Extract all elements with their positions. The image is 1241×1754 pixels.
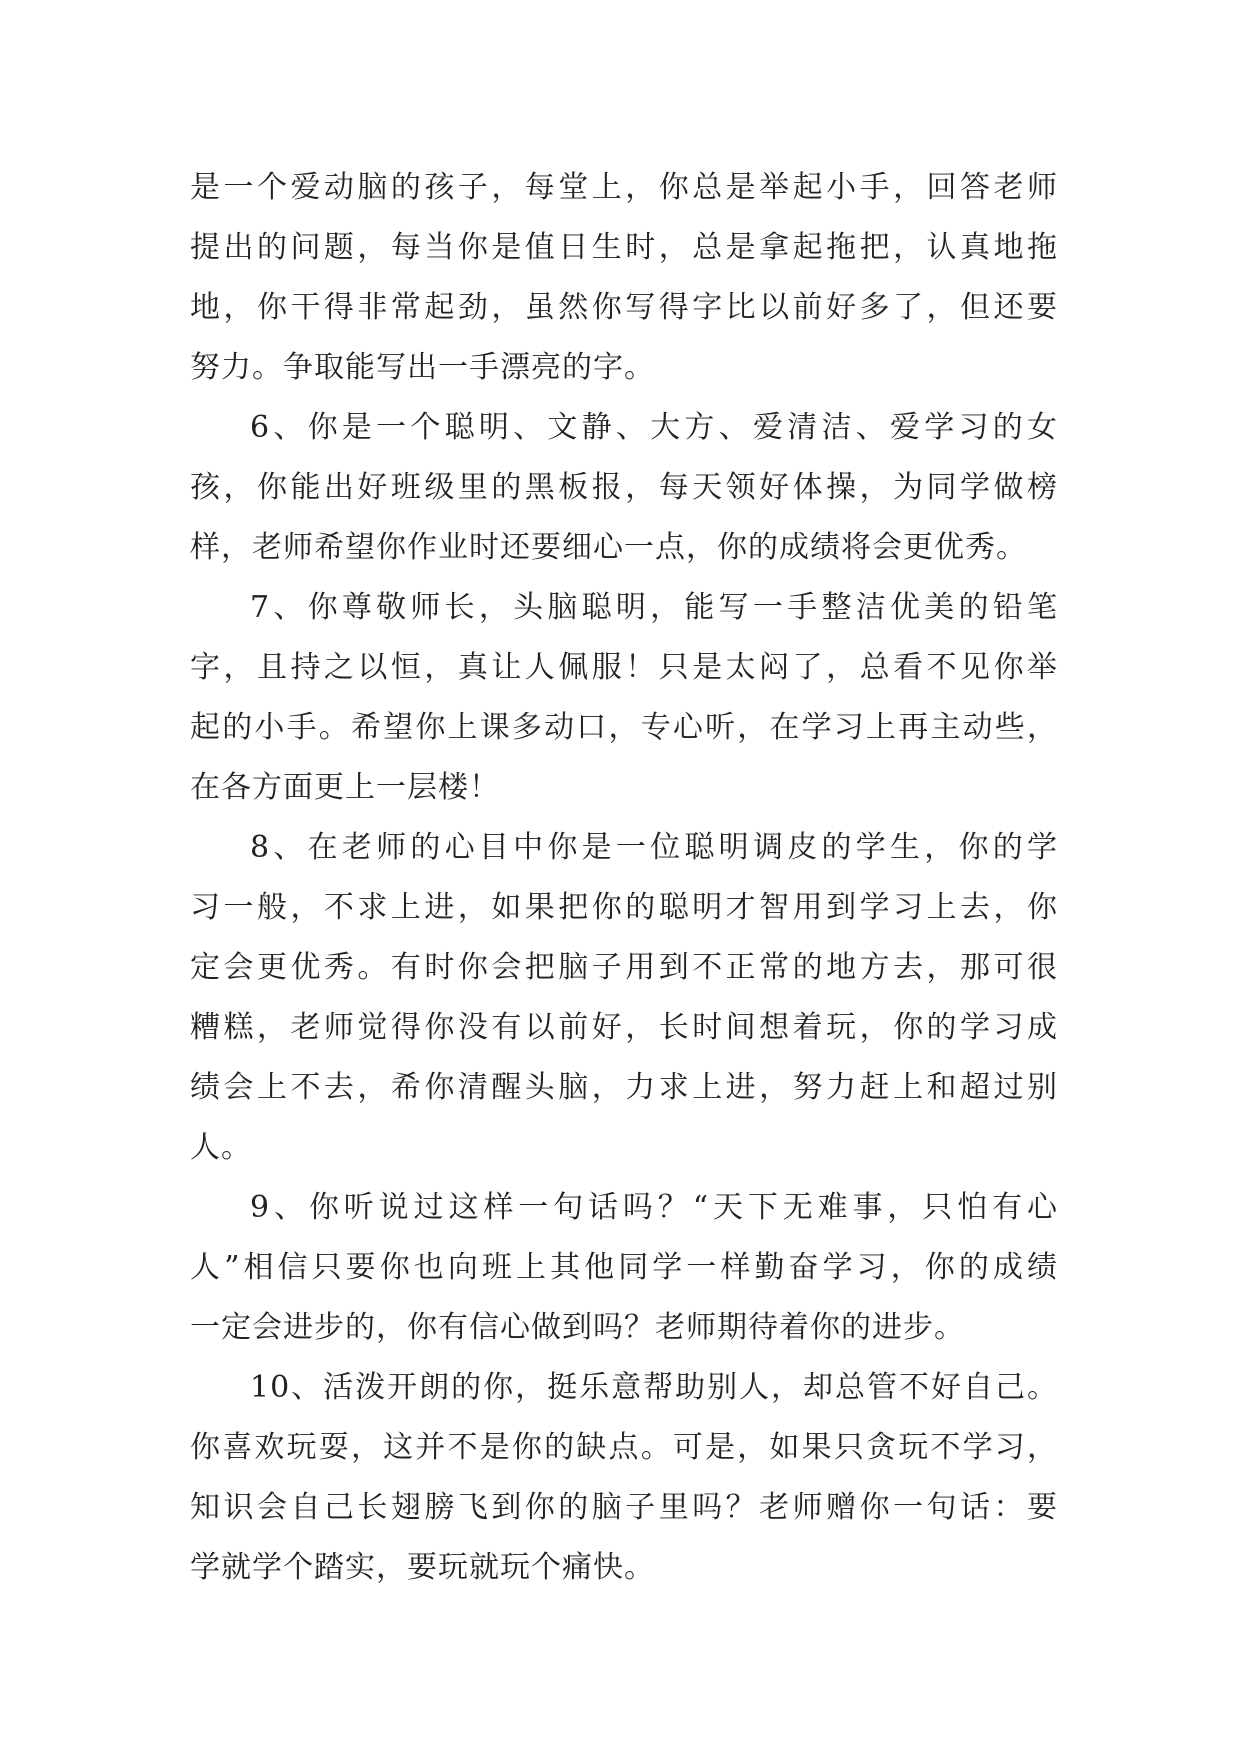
paragraph-continuation — [190, 158, 1058, 398]
text-line: 7、你尊敬师长，头脑聪明，能写一手整洁优美的铅笔 — [250, 590, 1058, 625]
text-line: 孩，你能出好班级里的黑板报，每天领好体操，为同学做榜 — [190, 470, 1058, 505]
text-line: 学就学个踏实，要玩就玩个痛快。 — [190, 1550, 655, 1585]
text-line: 8、在老师的心目中你是一位聪明调皮的学生，你的学 — [250, 830, 1058, 865]
text-line: 9、你听说过这样一句话吗？“天下无难事，只怕有心 — [250, 1190, 1058, 1225]
text-line: 人”相信只要你也向班上其他同学一样勤奋学习，你的成绩 — [190, 1250, 1058, 1285]
text-line: 糟糕，老师觉得你没有以前好，长时间想着玩，你的学习成 — [190, 1010, 1058, 1045]
text-line: 绩会上不去，希你清醒头脑，力求上进，努力赶上和超过别 — [190, 1070, 1058, 1105]
text-line: 定会更优秀。有时你会把脑子用到不正常的地方去，那可很 — [190, 950, 1058, 985]
paragraph-item-6 — [190, 398, 1058, 578]
text-line: 你喜欢玩耍，这并不是你的缺点。可是，如果只贪玩不学习， — [190, 1430, 1058, 1465]
text-line: 字，且持之以恒，真让人佩服！只是太闷了，总看不见你举 — [190, 650, 1058, 685]
text-line: 人。 — [190, 1130, 252, 1165]
document-body — [190, 158, 1058, 1598]
text-line: 知识会自己长翅膀飞到你的脑子里吗？老师赠你一句话：要 — [190, 1490, 1058, 1525]
text-line: 6、你是一个聪明、文静、大方、爱清洁、爱学习的女 — [250, 410, 1058, 445]
text-line: 10、活泼开朗的你，挺乐意帮助别人，却总管不好自己。 — [250, 1370, 1058, 1405]
text-line: 努力。争取能写出一手漂亮的字。 — [190, 350, 655, 385]
text-line: 是一个爱动脑的孩子，每堂上，你总是举起小手，回答老师 — [190, 170, 1058, 205]
paragraph-item-7 — [190, 578, 1058, 818]
text-line: 提出的问题，每当你是值日生时，总是拿起拖把，认真地拖 — [190, 230, 1058, 265]
paragraph-item-8 — [190, 818, 1058, 1178]
paragraph-item-10 — [190, 1358, 1058, 1598]
text-line: 在各方面更上一层楼！ — [190, 770, 500, 805]
text-line: 一定会进步的，你有信心做到吗？老师期待着你的进步。 — [190, 1310, 965, 1345]
text-line: 习一般，不求上进，如果把你的聪明才智用到学习上去，你 — [190, 890, 1058, 925]
paragraph-item-9 — [190, 1178, 1058, 1358]
text-line: 地，你干得非常起劲，虽然你写得字比以前好多了，但还要 — [190, 290, 1058, 325]
text-line: 样，老师希望你作业时还要细心一点，你的成绩将会更优秀。 — [190, 530, 1027, 565]
text-line: 起的小手。希望你上课多动口，专心听，在学习上再主动些， — [190, 710, 1058, 745]
